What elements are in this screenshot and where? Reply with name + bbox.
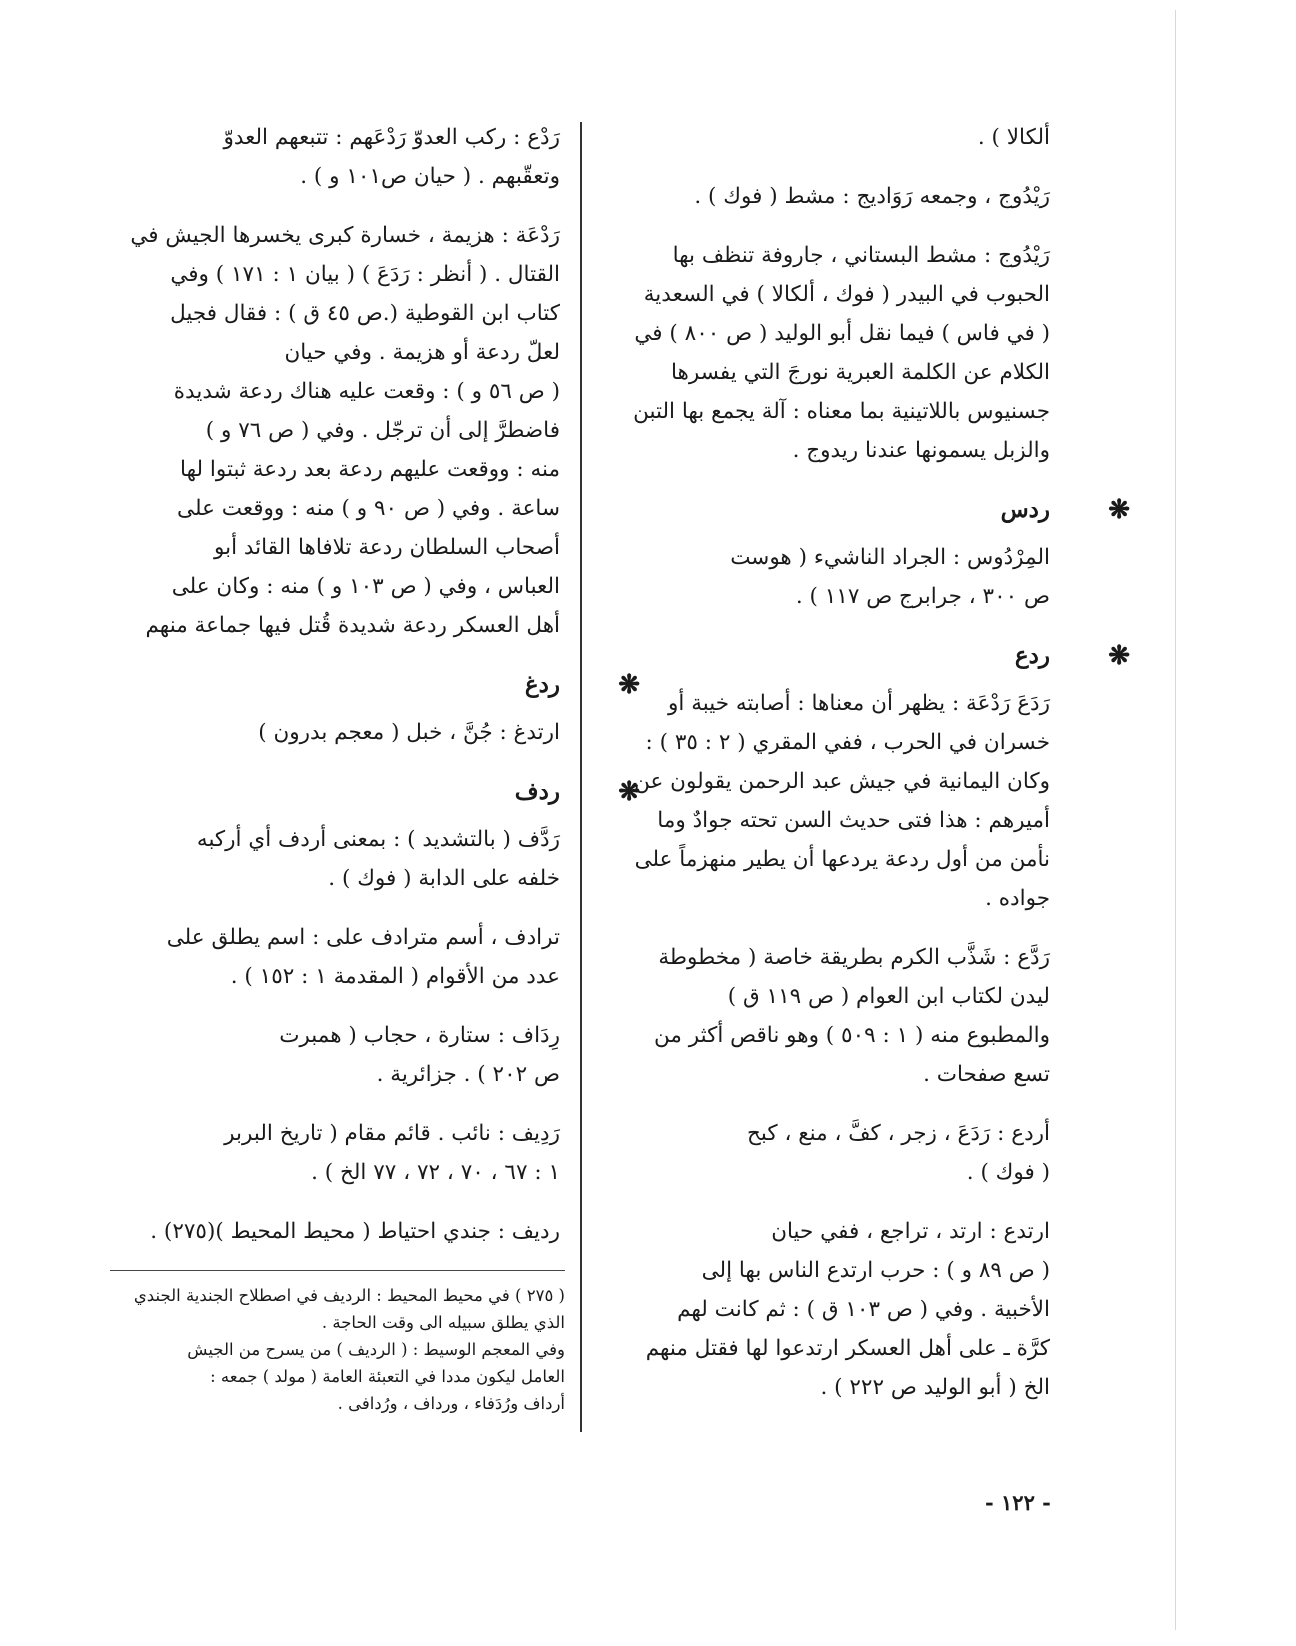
footnote-rule	[110, 1270, 565, 1271]
entry-radif-deputy: رَدِيف : نائب . قائم مقام ( تاريخ البربر ١ : ٦٧ ، ٧٠ ، ٧٢ ، ٧٧ الخ ) .	[224, 1121, 560, 1185]
entry-raydouj-plural: رَيْدُوج ، وجمعه رَوَاديج : مشط ( فوك ) .	[694, 184, 1050, 209]
entry-rad3a: رَدْعَة : هزيمة ، خسارة كبرى يخسرها الجيش في القتال . ( أنظر : رَدَعَ ) ( بيان ١ : ١٧١ ) وفي كتاب ابن القوطية (.ص ٤٥ ق ) : فقال فجيل لعلّ ردعة أو هزيمة . وفي حيان ( ص ٥٦ و ) : وقعت عليه هناك ردعة شديدة فاضطرَّ إلى أن ترجّل . وفي ( ص ٧٦ و ) منه : ووقعت عليهم ردعة بعد ردعة ثبتوا لها ساعة . وفي ( ص ٩٠ و ) منه : ووقعت على أصحاب السلطان ردعة تلافاها القائد أبو العباس ، وفي ( ص ١٠٣ و ) منه : وكان على أهل العسكر ردعة شديدة قُتل فيها جماعة منهم	[130, 223, 560, 638]
root-heading-label: ردف	[514, 778, 560, 805]
root-heading-rdgh	[110, 665, 640, 705]
page-number: - ١٢٢ -	[985, 1490, 1051, 1515]
entry-mirdous: المِرْدُوس : الجراد الناشيء ( هوست ص ٣٠٠ ، جرابرج ص ١١٧ ) .	[730, 545, 1050, 609]
scan-edge-line	[1175, 10, 1176, 1630]
entry-radaa-rada3a: رَدَعَ رَدْعَة : يظهر أن معناها : أصابته خيبة أو خسران في الحرب ، ففي المقري ( ٢ : ٣٥ ) : وكان اليمانية في جيش عبد الرحمن يقولون عن أميرهم : هذا فتى حديث السن تحته جوادٌ وما نأمن من أول ردعة يردعها أن يطير منهزماً على جواده .	[634, 691, 1050, 911]
root-heading-rds	[610, 490, 1130, 530]
root-heading-label: ردس	[1000, 496, 1050, 523]
root-heading-rd3	[610, 636, 1130, 676]
entry-rad3: رَدْع : ركب العدوّ رَدْعَهم : تتبعهم العدوّ وتعقّبهم . ( حيان ص١٠١ و ) .	[223, 125, 560, 189]
root-heading-label: ردغ	[524, 671, 560, 698]
entry-arda3: أردع : رَدَعَ ، زجر ، كفَّ ، منع ، كبح ( فوك ) .	[747, 1121, 1050, 1185]
entry-taraduf: ترادف ، أسم مترادف على : اسم يطلق على عدد من الأقوام ( المقدمة ١ : ١٥٢ ) .	[166, 925, 560, 989]
root-heading-rdf	[110, 772, 640, 812]
entry-radif-reserve: رديف : جندي احتياط ( محيط المحيط )(٢٧٥) .	[150, 1219, 560, 1244]
star-icon: ❋	[618, 670, 640, 700]
footnote-275: ( ٢٧٥ ) في محيط المحيط : الرديف في اصطلاح الجندية الجندي الذي يطلق سبيله الى وقت الحاجة . وفي المعجم الوسيط : ( الرديف ) من يسرح من الجيش العامل ليكون مددا في التعبئة العامة ( مولد ) جمعه : أرداف ورُدَفاء ، ورداف ، ورُدافى .	[133, 1286, 565, 1413]
entry-raddaf: رَدَّف ( بالتشديد ) : بمعنى أردف أي أركبه خلفه على الدابة ( فوك ) .	[196, 827, 560, 891]
left-column	[110, 118, 640, 1271]
star-icon: ❋	[618, 777, 640, 807]
entry-irtada3: ارتدع : ارتد ، تراجع ، ففي حيان ( ص ٨٩ و ) : حرب ارتدع الناس بها إلى الأخبية . وفي ( ص ١٠٣ ق ) : ثم كانت لهم كرَّة ـ على أهل العسكر ارتدعوا لها فقتل منهم الخ ( أبو الوليد ص ٢٢٢ ) .	[645, 1219, 1050, 1400]
entry-continuation: ألكالا ) .	[977, 125, 1050, 150]
star-icon: ❋	[1108, 495, 1130, 525]
root-heading-label: ردع	[1014, 642, 1050, 669]
right-column	[610, 118, 1130, 1427]
entry-radda3: رَدَّع : شَذَّب الكرم بطريقة خاصة ( مخطوطة ليدن لكتاب ابن العوام ( ص ١١٩ ق ) والمطبوع منه ( ١ : ٥٠٩ ) وهو ناقص أكثر من تسع صفحات .	[654, 945, 1050, 1087]
star-icon: ❋	[1108, 641, 1130, 671]
entry-irtadagh: ارتدغ : جُنَّ ، خبل ( معجم بدرون )	[258, 720, 560, 745]
entry-raydouj: رَيْدُوج : مشط البستاني ، جاروفة تنظف بها الحبوب في البيدر ( فوك ، ألكالا ) في السعدية ( في فاس ) فيما نقل أبو الوليد ( ص ٨٠٠ ) في الكلام عن الكلمة العبرية نورجَ التي يفسرها جسنيوس باللاتينية بما معناه : آلة يجمع بها التبن والزبل يسمونها عندنا ريدوج .	[633, 243, 1050, 463]
column-divider	[580, 122, 582, 1432]
entry-ridaf: رِدَاف : ستارة ، حجاب ( همبرت ص ٢٠٢ ) . جزائرية .	[279, 1023, 560, 1087]
